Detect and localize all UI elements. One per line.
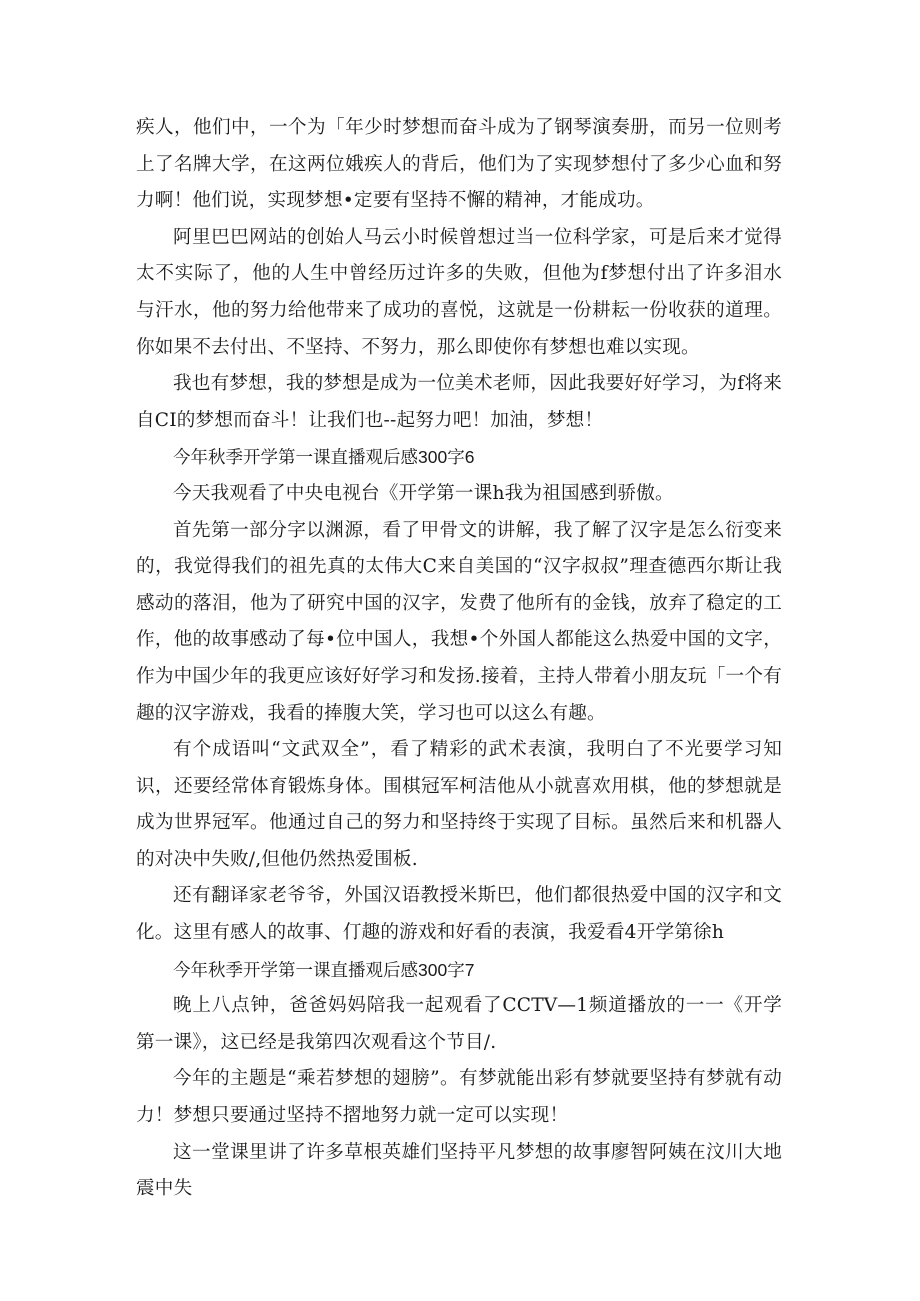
section-heading-7: 今年秋季开学第一课直播观后感300字7 <box>173 959 475 980</box>
paragraph-martial-arts: 有个成语叫“文武双全”，看了精彩的武术表演，我明白了不光要学习知识，还要经常体育锻炼身体。围棋冠军柯洁他从小就喜欢用棋，他的梦想就是成为世界冠军。他通过自己的努力和坚持终于实现了目标。虽然后来和机器人的对决中失败/,但他仍然热爱围板. <box>136 739 782 870</box>
paragraph-translator: 还有翻译家老爷爷，外国汉语教授米斯巴，他们都很热爱中国的汉字和文化。这里有感人的故事、仃趣的游戏和好看的表演，我爱看4开学第徐h <box>136 885 782 944</box>
paragraph-theme: 今年的主题是“乘若梦想的翅膀”。有梦就能出彩有梦就要坚持有梦就有动力！梦想只要通过坚持不摺地努力就一定可以实现！ <box>136 1068 782 1127</box>
paragraph-chinese-characters: 首先第一部分字以渊源，看了甲骨文的讲解，我了解了汉字是怎么衍变来的，我觉得我们的祖先真的太伟大C来自美国的“汉字叔叔”理查德西尔斯让我感动的落泪，他为了研究中国的汉字，发费了他所有的金钱，放弃了稳定的工作，他的故事感动了每•位中国人，我想•个外国人都能这么热爱中国的文字，作为中国少年的我更应该好好学习和发扬.接着，主持人带着小朋友玩「一个有趣的汉字游戏，我看的捧腹大笑，学习也可以这么有趣。 <box>136 519 782 724</box>
paragraph-watched-cctv: 今天我观看了中央电视台《开学第一课h我为祖国感到骄傲。 <box>173 482 674 504</box>
section-heading-6: 今年秋季开学第一课直播观后感300字6 <box>173 447 475 468</box>
paragraph-my-dream: 我也有梦想，我的梦想是成为一位美术老师，因此我要好好学习，为f将来自CI的梦想而奋斗！让我们也--起努力吧！加油，梦想！ <box>136 373 782 431</box>
paragraph-grassroots-heroes: 这一堂课里讲了许多草根英雄们坚持平凡梦想的故事廖智阿姨在汶川大地震中失 <box>136 1141 782 1200</box>
paragraph-eight-oclock: 晚上八点钟，爸爸妈妈陪我一起观看了CCTV—1频道播放的一一《开学第一课》，这已经是我第四次观看这个节目/. <box>136 995 782 1053</box>
paragraph-continuation: 疾人，他们中，一个为「年少时梦想而奋斗成为了钢琴演奏册，而另一位则考上了名牌大学，在这两位娥疾人的背后，他们为了实现梦想付了多少心血和努力啊！他们说，实现梦想•定要有坚持不懈的精神，才能成功。 <box>136 117 782 212</box>
paragraph-jack-ma: 阿里巴巴网站的创始人马云小时候曾想过当一位科学家，可是后来才觉得太不实际了，他的人生中曾经历过许多的失败，但他为f梦想付出了许多泪水与汗水，他的努力给他带来了成功的喜悦，这就是一份耕耘一份收获的道理。你如果不去付出、不坚持、不努力，那么即使你有梦想也难以实现。 <box>136 226 782 358</box>
document-body <box>136 110 782 1208</box>
